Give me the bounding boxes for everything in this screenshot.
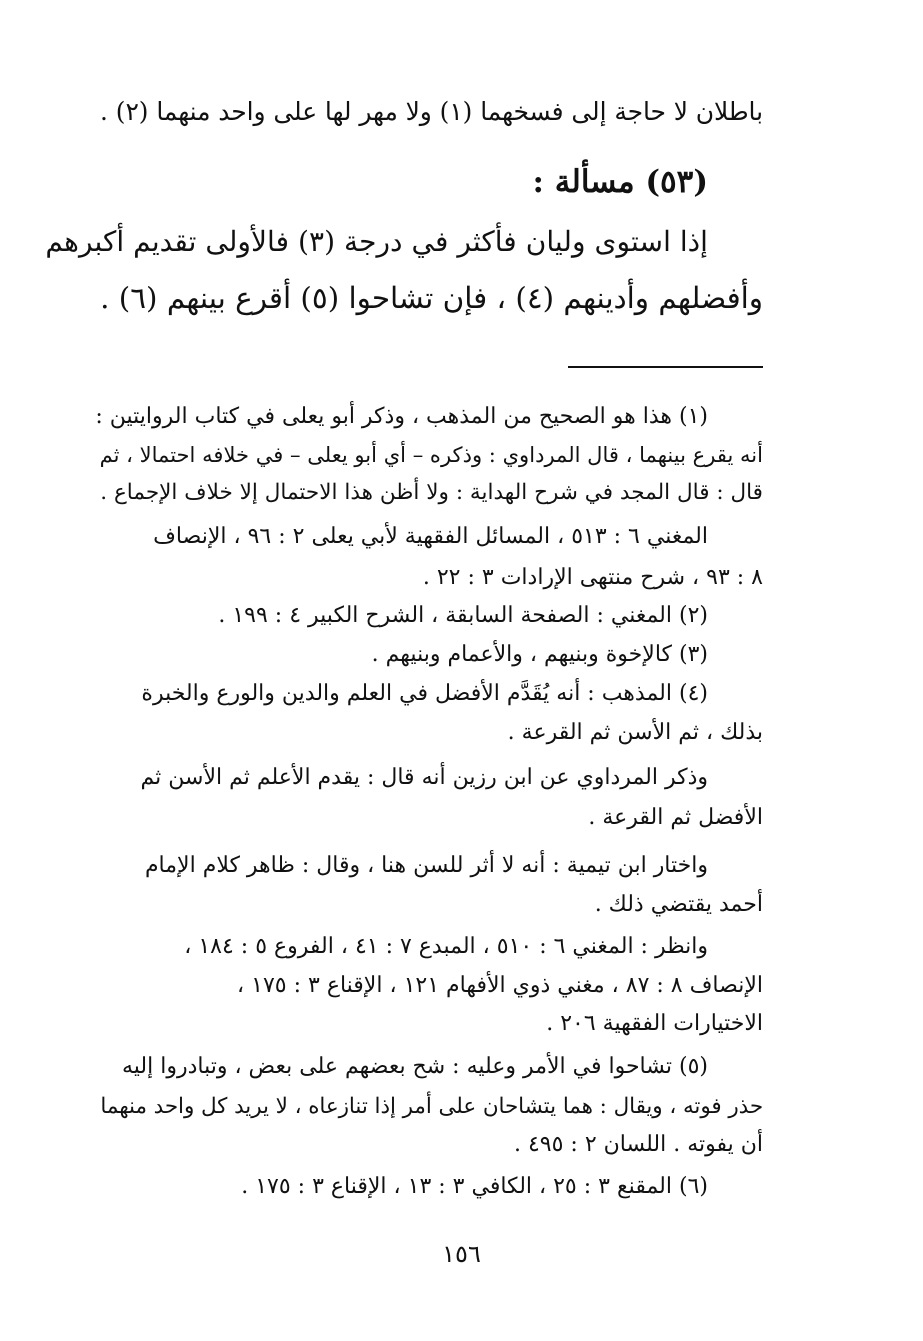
footnote-line: أنه يقرع بينهما ، قال المرداوي : وذكره – أي أبو يعلى – في خلافه احتمالا ، ثم — [99, 442, 763, 467]
footnote-line: قال : قال المجد في شرح الهداية : ولا أظن هذا الاحتمال إلا خلاف الإجماع . — [100, 480, 763, 505]
footnote-line: وذكر المرداوي عن ابن رزين أنه قال : يقدم الأعلم ثم الأسن ثم — [140, 765, 708, 790]
main-text-line-3: وأفضلهم وأدينهم (٤) ، فإن تشاحوا (٥) أقرع بينهم (٦) . — [100, 281, 763, 315]
footnote-line: أحمد يقتضي ذلك . — [594, 892, 763, 917]
footnote-separator — [568, 366, 763, 368]
footnote-line: ٨ : ٩٣ ، شرح منتهى الإرادات ٣ : ٢٢ . — [422, 565, 763, 590]
main-text-line-1: باطلان لا حاجة إلى فسخهما (١) ولا مهر لها على واحد منهما (٢) . — [99, 97, 763, 126]
main-text-line-2: إذا استوى وليان فأكثر في درجة (٣) فالأولى تقديم أكبرهم — [45, 225, 708, 258]
footnote-line: واختار ابن تيمية : أنه لا أثر للسن هنا ، وقال : ظاهر كلام الإمام — [144, 853, 708, 878]
footnote-line: الاختيارات الفقهية ٢٠٦ . — [546, 1011, 763, 1036]
footnote-line: (٤) المذهب : أنه يُقَدَّم الأفضل في العلم والدين والورع والخبرة — [141, 681, 708, 706]
footnote-line: بذلك ، ثم الأسن ثم القرعة . — [507, 720, 763, 745]
footnote-line: الإنصاف ٨ : ٨٧ ، مغني ذوي الأفهام ١٢١ ، الإقناع ٣ : ١٧٥ ، — [237, 973, 763, 998]
footnote-line: الأفضل ثم القرعة . — [588, 805, 763, 830]
section-heading: (٥٣) مسألة : — [532, 164, 708, 200]
footnote-line: (٣) كالإخوة وبنيهم ، والأعمام وبنيهم . — [371, 642, 708, 667]
footnote-line: (٥) تشاحوا في الأمر وعليه : شح بعضهم على بعض ، وتبادروا إليه — [121, 1054, 708, 1079]
footnote-line: وانظر : المغني ٦ : ٥١٠ ، المبدع ٧ : ٤١ ، الفروع ٥ : ١٨٤ ، — [184, 934, 708, 959]
footnote-line: (٦) المقنع ٣ : ٢٥ ، الكافي ٣ : ١٣ ، الإقناع ٣ : ١٧٥ . — [241, 1174, 708, 1199]
footnote-line: أن يفوته . اللسان ٢ : ٤٩٥ . — [513, 1132, 763, 1157]
footnote-line: حذر فوته ، ويقال : هما يتشاحان على أمر إذا تنازعاه ، لا يريد كل واحد منهما — [100, 1094, 763, 1119]
footnote-line: (٢) المغني : الصفحة السابقة ، الشرح الكبير ٤ : ١٩٩ . — [218, 603, 708, 628]
footnote-line: المغني ٦ : ٥١٣ ، المسائل الفقهية لأبي يعلى ٢ : ٩٦ ، الإنصاف — [153, 524, 708, 549]
footnote-line: (١) هذا هو الصحيح من المذهب ، وذكر أبو يعلى في كتاب الروايتين : — [95, 404, 708, 429]
page-number: ١٥٦ — [442, 1240, 481, 1268]
